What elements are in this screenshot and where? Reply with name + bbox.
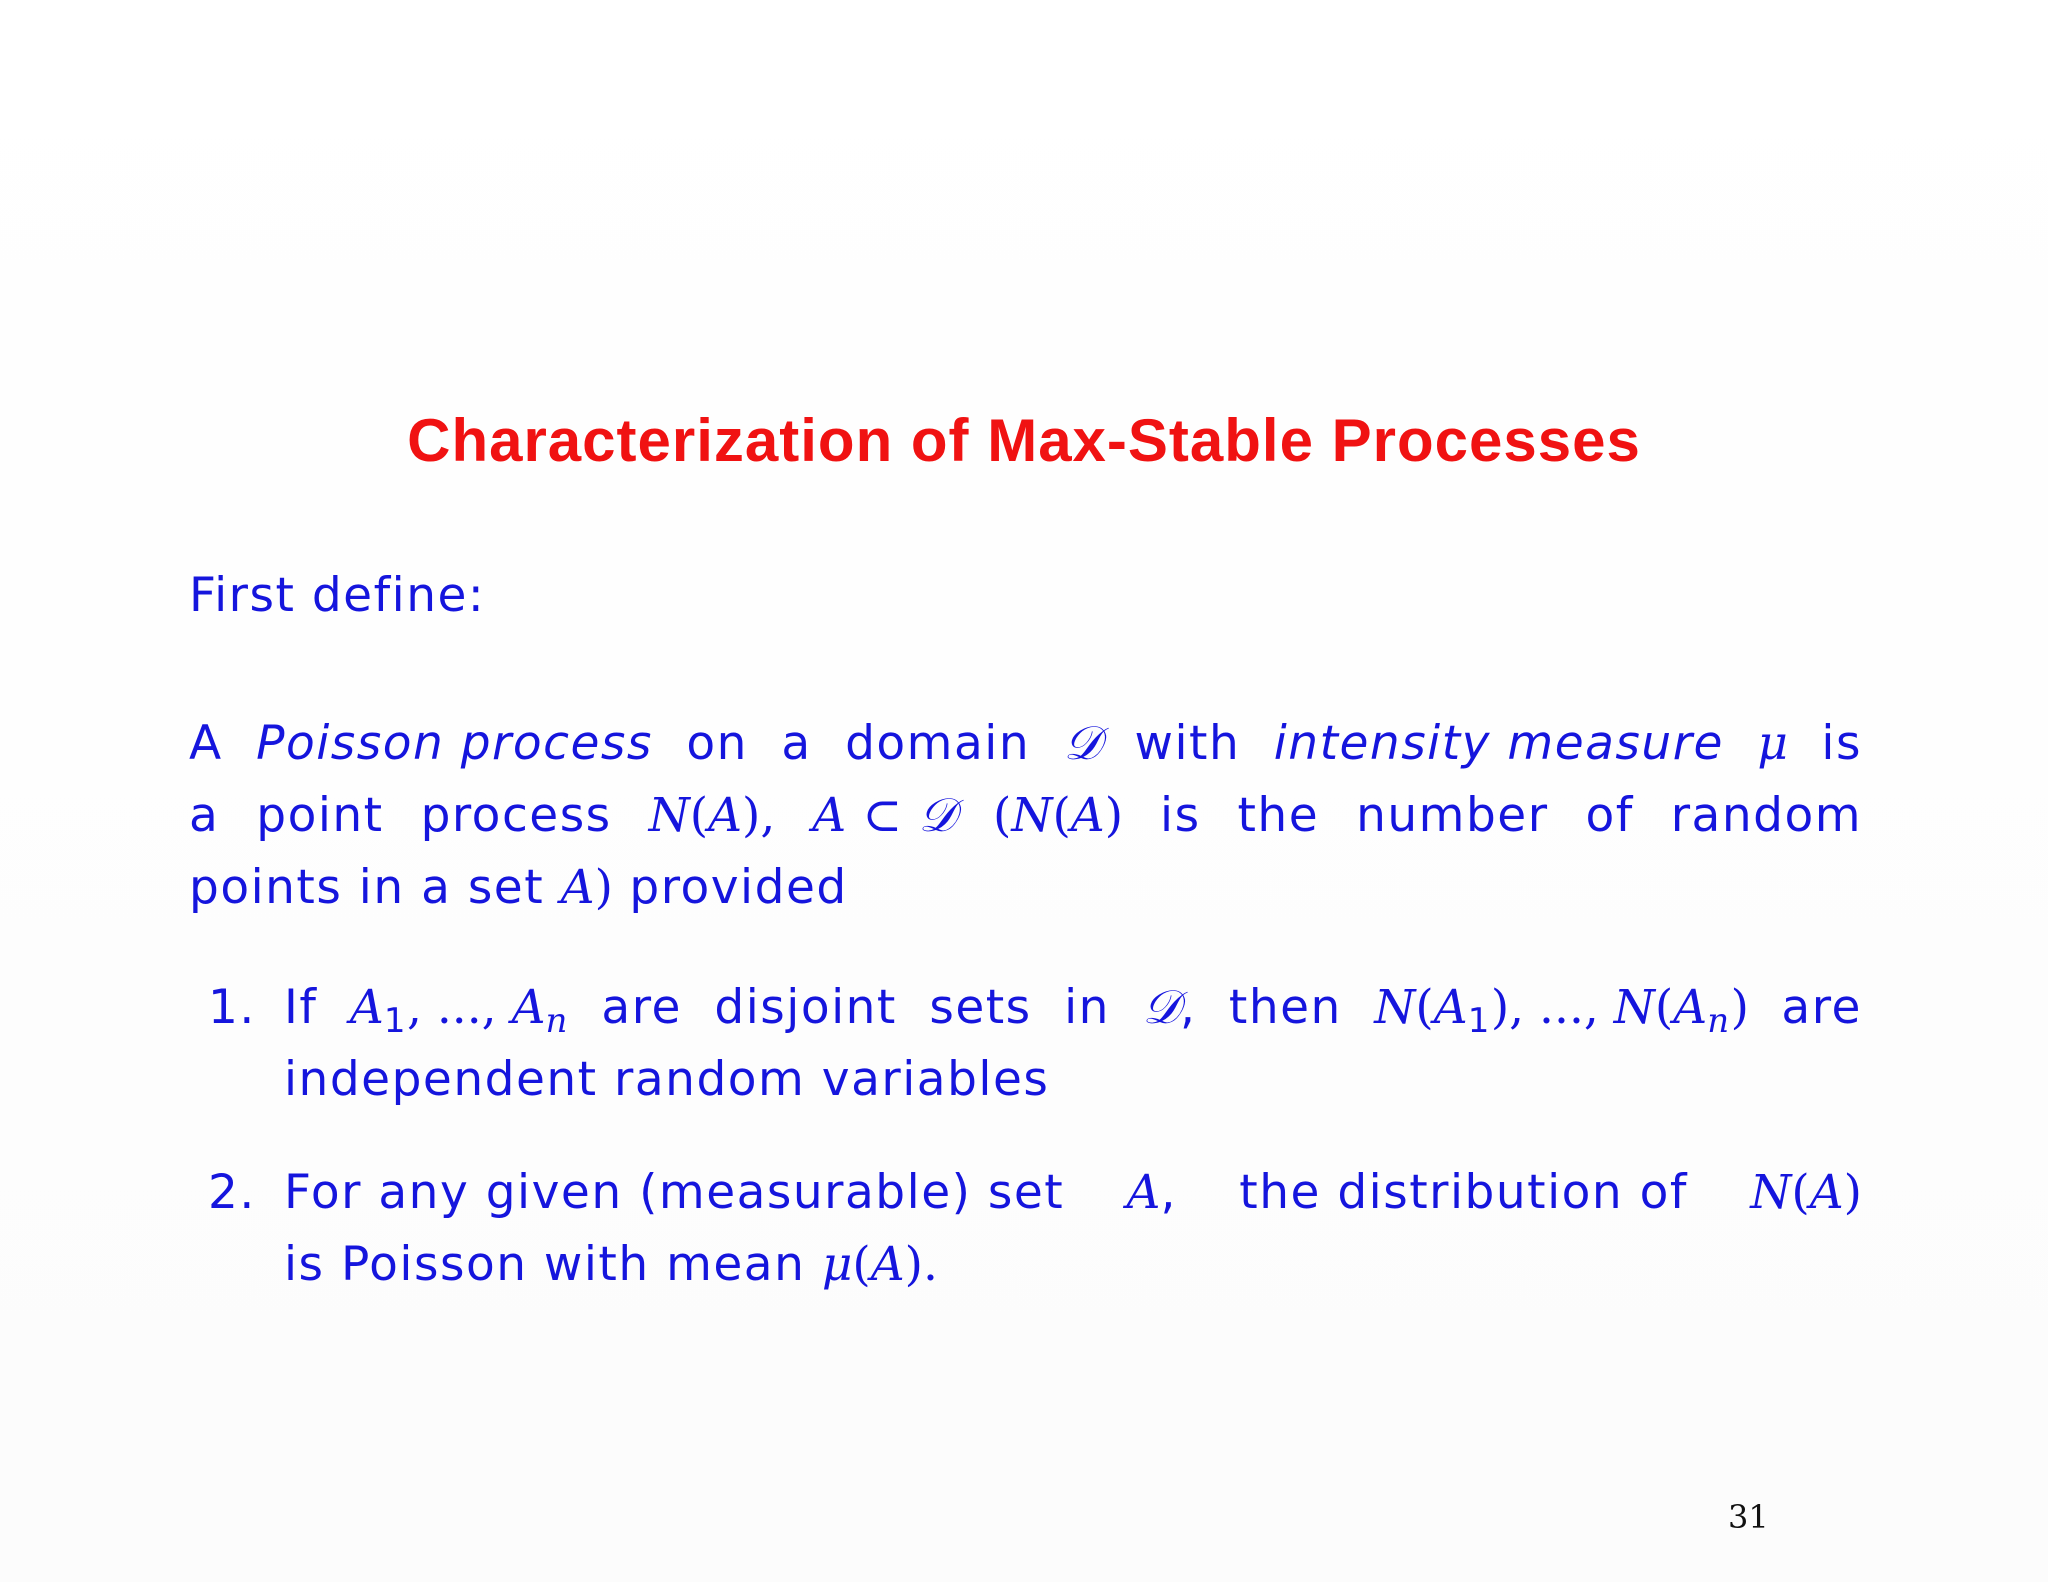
list-number-2: 2. <box>208 1165 256 1220</box>
list-number-1: 1. <box>208 980 256 1035</box>
list-item-2-line-2 <box>284 1237 938 1292</box>
term-poisson-process: Poisson process <box>256 716 653 771</box>
page-number: 31 <box>1728 1498 1769 1536</box>
word: process <box>420 788 612 843</box>
list-item-1-line-1 <box>284 980 1862 1041</box>
definition-line-2 <box>189 788 1862 844</box>
math-expression: (N(A) <box>992 788 1124 843</box>
math-paren: ) <box>594 860 613 915</box>
word: is <box>1160 788 1201 843</box>
math-A: A <box>560 860 595 915</box>
list-item-1-line-2: independent random variables <box>284 1052 1050 1107</box>
definition-line-1 <box>189 716 1862 772</box>
word: a <box>189 788 220 843</box>
item-text: is Poisson with mean <box>284 1237 806 1292</box>
list-item-2-line-1 <box>284 1165 1862 1220</box>
word: then <box>1228 980 1342 1035</box>
word: are <box>1781 980 1862 1035</box>
word: with <box>1134 716 1241 771</box>
definition-text: provided <box>629 860 848 915</box>
item-text: the distribution of <box>1239 1165 1688 1220</box>
intro-text: First define: <box>189 568 486 623</box>
item-text: For any given (measurable) set <box>284 1165 1065 1220</box>
word: in <box>1064 980 1110 1035</box>
math-mu: μ <box>1757 716 1788 771</box>
word: point <box>256 788 384 843</box>
definition-text: points in a set <box>189 860 545 915</box>
math-domain: 𝒟, <box>1142 980 1197 1035</box>
word: If <box>284 980 318 1035</box>
math-N-of-A: N(A) <box>1750 1165 1862 1220</box>
math-expression: N(A), <box>648 788 776 843</box>
math-counts: $N(A_1)$, ..., N(An) <box>1374 980 1749 1041</box>
word: the <box>1237 788 1320 843</box>
word: number <box>1356 788 1549 843</box>
word: random <box>1670 788 1862 843</box>
math-mu-of-A: μ(A). <box>821 1237 938 1292</box>
word: A <box>189 716 223 771</box>
word: on <box>686 716 748 771</box>
word: disjoint <box>714 980 897 1035</box>
definition-line-3 <box>189 860 848 915</box>
math-domain: 𝒟 <box>1063 716 1102 771</box>
word: sets <box>929 980 1032 1035</box>
term-intensity-measure: intensity measure <box>1273 716 1724 771</box>
math-sets-A1-An: $A_1$, ..., An <box>349 980 569 1041</box>
word: is <box>1821 716 1862 771</box>
slide-title: Characterization of Max-Stable Processes <box>407 407 1641 474</box>
word: domain <box>845 716 1031 771</box>
word: are <box>601 980 682 1035</box>
word: of <box>1585 788 1634 843</box>
math-expression: A ⊂ 𝒟 <box>812 788 957 843</box>
math-A: A, <box>1126 1165 1177 1220</box>
word: a <box>781 716 812 771</box>
